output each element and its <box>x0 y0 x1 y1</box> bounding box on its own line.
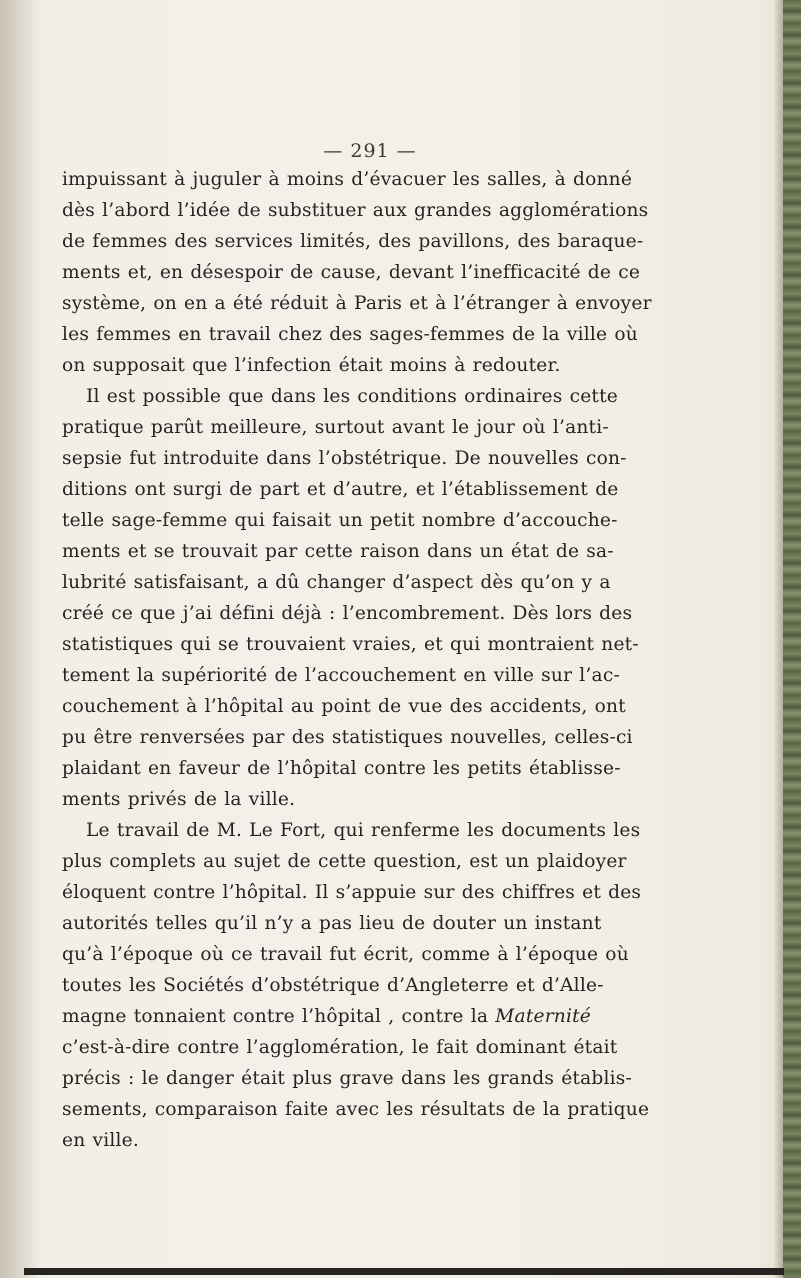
text-line <box>62 784 754 815</box>
page-edge-shade <box>773 0 783 1278</box>
text-line <box>62 443 754 474</box>
bottom-rule <box>24 1268 784 1275</box>
text-line-content: de femmes des services limités, des pavillons, des baraque- <box>62 231 644 252</box>
text-line <box>62 877 754 908</box>
text-line <box>62 1125 754 1156</box>
book-edge <box>783 0 801 1278</box>
text-line-content: impuissant à juguler à moins d’évacuer les salles, à donné <box>62 169 633 190</box>
text-line-content: pratique parût meilleure, surtout avant le jour où l’anti- <box>62 417 609 438</box>
text-line <box>62 505 754 536</box>
text-line-content: c’est-à-dire contre l’agglomération, le fait dominant était <box>62 1037 618 1058</box>
text-line-content: toutes les Sociétés d’obstétrique d’Angleterre et d’Alle- <box>62 975 604 996</box>
text-line-content: Il est possible que dans les conditions ordinaires cette <box>86 386 618 407</box>
text-line-content: telle sage-femme qui faisait un petit nombre d’accouche- <box>62 510 618 531</box>
text-line-content: sepsie fut introduite dans l’obstétrique. De nouvelles con- <box>62 448 627 469</box>
text-line <box>62 226 754 257</box>
italic-term: Maternité <box>495 1006 591 1027</box>
text-line-content: on supposait que l’infection était moins à redouter. <box>62 355 561 376</box>
text-line <box>62 753 754 784</box>
text-line-content: précis : le danger était plus grave dans les grands établis- <box>62 1068 632 1089</box>
text-line <box>62 908 754 939</box>
page-gutter-shadow <box>0 0 40 1278</box>
text-line <box>62 350 754 381</box>
text-line-content: plaidant en faveur de l’hôpital contre les petits établisse- <box>62 758 621 779</box>
text-line-content: sements, comparaison faite avec les résultats de la pratique <box>62 1099 650 1120</box>
text-line-content: créé ce que j’ai défini déjà : l’encombrement. Dès lors des <box>62 603 633 624</box>
text-line <box>62 1032 754 1063</box>
text-line <box>62 722 754 753</box>
text-line <box>62 815 754 846</box>
text-line <box>62 257 754 288</box>
text-line <box>62 629 754 660</box>
text-line <box>62 846 754 877</box>
text-line <box>62 598 754 629</box>
text-line <box>62 1001 754 1032</box>
text-line-content: qu’à l’époque où ce travail fut écrit, comme à l’époque où <box>62 944 629 965</box>
text-line-content: dès l’abord l’idée de substituer aux grandes agglomérations <box>62 200 649 221</box>
text-line-content: pu être renversées par des statistiques nouvelles, celles-ci <box>62 727 633 748</box>
text-line <box>62 970 754 1001</box>
text-line <box>62 567 754 598</box>
text-line <box>62 195 754 226</box>
text-line-content: autorités telles qu’il n’y a pas lieu de douter un instant <box>62 913 602 934</box>
text-line <box>62 319 754 350</box>
text-line <box>62 474 754 505</box>
text-line <box>62 939 754 970</box>
text-line <box>62 660 754 691</box>
text-line-content: système, on en a été réduit à Paris et à l’étranger à envoyer <box>62 293 652 314</box>
text-line-content: ditions ont surgi de part et d’autre, et l’établissement de <box>62 479 619 500</box>
text-line-content: ments et se trouvait par cette raison dans un état de sa- <box>62 541 614 562</box>
text-line-content: ments et, en désespoir de cause, devant l’inefficacité de ce <box>62 262 641 283</box>
text-line-content: les femmes en travail chez des sages-femmes de la ville où <box>62 324 638 345</box>
text-line <box>62 1094 754 1125</box>
text-line-content: statistiques qui se trouvaient vraies, et qui montraient net- <box>62 634 639 655</box>
text-line-content: en ville. <box>62 1130 139 1151</box>
text-line-content: plus complets au sujet de cette question, est un plaidoyer <box>62 851 627 872</box>
page-number: — 291 — <box>323 140 417 162</box>
text-line <box>62 412 754 443</box>
text-line-content: éloquent contre l’hôpital. Il s’appuie sur des chiffres et des <box>62 882 642 903</box>
text-line <box>62 288 754 319</box>
text-line <box>62 536 754 567</box>
text-line <box>62 164 754 195</box>
text-line-content: Le travail de M. Le Fort, qui renferme les documents les <box>86 820 641 841</box>
text-line <box>62 691 754 722</box>
text-line <box>62 381 754 412</box>
text-line-content: couchement à l’hôpital au point de vue des accidents, ont <box>62 696 626 717</box>
body-text <box>62 164 754 1156</box>
text-line <box>62 1063 754 1094</box>
text-line-content: ments privés de la ville. <box>62 789 296 810</box>
text-line-content: tement la supériorité de l’accouchement en ville sur l’ac- <box>62 665 620 686</box>
text-line-content: lubrité satisfaisant, a dû changer d’aspect dès qu’on y a <box>62 572 611 593</box>
text-line-content: magne tonnaient contre l’hôpital , contre la <box>62 1006 496 1027</box>
